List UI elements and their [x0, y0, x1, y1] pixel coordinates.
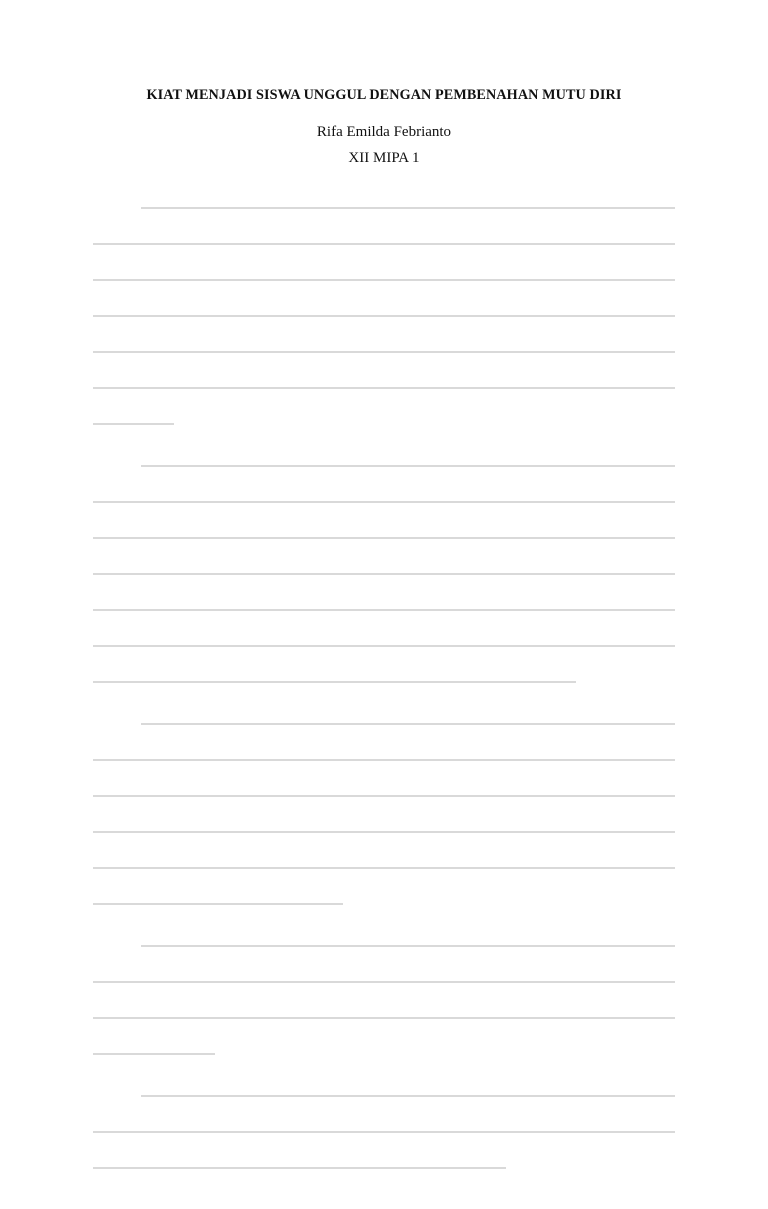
paragraph-3	[93, 723, 675, 928]
paragraph-4	[93, 945, 675, 1078]
paragraph-5	[93, 1095, 675, 1192]
paragraph-1	[93, 207, 675, 448]
class-label: XII MIPA 1	[348, 150, 420, 166]
author-name: Rifa Emilda Febrianto	[316, 124, 452, 140]
document-title: KIAT MENJADI SISWA UNGGUL DENGAN PEMBENAHAN MUTU DIRI	[146, 87, 622, 103]
paragraph-2	[93, 465, 675, 706]
document-body	[93, 196, 675, 1209]
